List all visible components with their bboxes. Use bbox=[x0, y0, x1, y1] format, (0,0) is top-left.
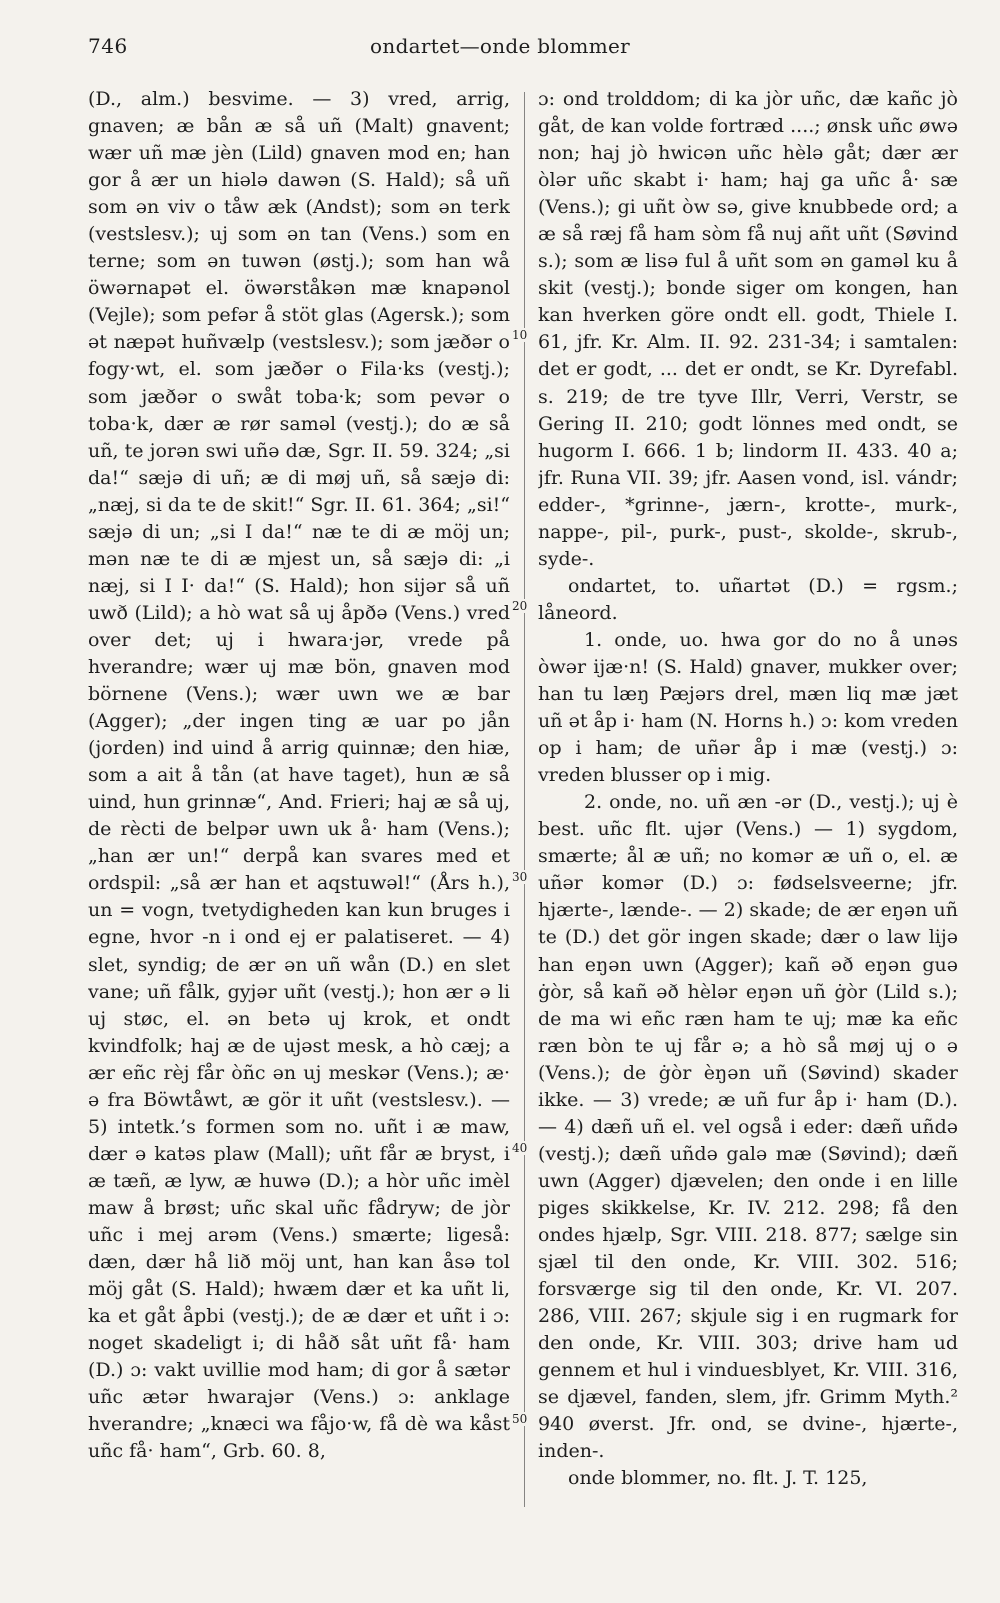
entry-ondartet: ondartet, to. uñartət (D.) = rgsm.; låneord. bbox=[538, 574, 958, 624]
line-number: 10 bbox=[512, 328, 528, 342]
entry-onde-1: 1. onde, uo. hwa gor do no å unəs òwər ijæ·n! (S. Hald) gnaver, mukker over; han tu læŋ Pæjərs drel, mæn liq mæ jæt uñ ət åp i· ham (N. Horns h.) ɔ: kom vreden op i ham; de uñər åp i mæ (vestj.) ɔ: vreden blusser op i mig. bbox=[538, 628, 958, 787]
entry-onde-2: 2. onde, no. uñ æn -ər (D., vestj.); uj è best. uñc flt. ujər (Vens.) — 1) sygdom, smærte; ål æ uñ; no komər æ uñ o, el. æ uñər komər (D.) ɔ: fødselsveerne; jfr. hjærte-, lænde-. — 2) skade; de ær eŋən uñ te (D.) det gör ingen skade; dær o law lijə han eŋən uwn (Agger); kañ əð eŋən guə ġòr, så kañ əð hèlər eŋən uñ ġòr (Lild s.); de ma wi eñc ræn ham te uj; mæ ka eñc ræn bòn te uj får ə; a hò så møj uj o ə (Vens.); de ġòr èŋən uñ (Søvind) skader ikke. — 3) vrede; æ uñ fur åp i· ham (D.). — 4) dæñ uñ el. vel også i eder: dæñ uñdə (vestj.); dæñ uñdə galə mæ (Søvind); dæñ uwn (Agger) djævelen; den onde i en lille piges skikkelse, Kr. IV. 212. 298; få den ondes hjælp, Sgr. VIII. 218. 877; sælge sin sjæl til den onde, Kr. VIII. 302. 516; forsværge sig til den onde, Kr. VI. 207. 286, VIII. 267; skjule sig i en rugmark for den onde, Kr. VIII. 303; drive ham ud gennem et hul i vinduesblyet, Kr. VIII. 316, se djævel, fanden, slem, jfr. Grimm Myth.² 940 øverst. Jfr. ond, se dvine-, hjærte-, inden-. bbox=[538, 791, 958, 1463]
entry-continuation-ond: (D., alm.) besvime. — 3) vred, arrig, gnaven; æ bån æ så uñ (Malt) gnavent; wær uñ mæ jèn (Lild) gnaven mod en; han gor å ær un hiələ dawən (S. Hald); så uñ som ən viv o tåw æk (Andst); som ən terk (vestslesv.); uj som ən tan (Vens.) som en terne; som ən tuwən (østj.); som han wå öwərnapət el. öwərståkən mæ knapənol (Vejle); som pefər å stöt glas (Agersk.); som ət næpət huñvælp (vestslesv.); som jæðər o fogy·wt, el. som jæðər o Fila·ks (vestj.); som jæðər o swåt toba·k; som pevər o toba·k, dær æ rør saməl (vestj.); do æ så uñ, te jorən swi uñə dæ, Sgr. II. 59. 324; „si da!“ sæjə di uñ; æ di møj uñ, så sæjə di: „næj, si da te de skit!“ Sgr. II. 61. 364; „si!“ sæjə di un; „si I da!“ næ te di æ möj un; mən næ te di æ mjest un, så sæjə di: „i næj, si I I· da!“ (S. Hald); hon sijər så uñ uwð (Lild); a hò wat så uj åpðə (Vens.) vred over det; uj i hwara·jər, vrede på hverandre; wær uj mæ bön, gnaven mod börnene (Vens.); wær uwn we æ bar (Agger); „der ingen ting æ uar po jån (jorden) ind uind å arrig quinnæ; den hiæ, som a ait å tån (at have taget), hun æ så uind, hun grinnæ“, And. Frieri; haj æ så uj, de rècti de belpər uwn uk å· ham (Vens.); „han ær un!“ derpå kan svares med et ordspil: „så ær han et aqstuwəl!“ (Års h.), un = vogn, tvetydigheden kan kun bruges i egne, hvor -n i ond ej er palatiseret. — 4) slet, syndig; de ær ən uñ wån (D.) en slet vane; uñ fålk, gyjər uñt (vestj.); hon ær ə li uj støc, el. ən betə uj krok, et ondt kvindfolk; haj æ de ujəst mesk, a hò cæj; a ær eñc rèj får òñc ən uj meskər (Vens.); æ· ə fra Böwtåwt, æ gör it uñt (vestslesv.). — 5) intetk.’s formen som no. uñt i æ maw, dær ə katəs plaw (Mall); uñt får æ bryst, i æ tæñ, æ lyw, æ huwə (D.); a hòr uñc imèl maw å brøst; uñc skal uñc fådryw; de jòr uñc i mej arəm (Vens.) smærte; ligeså: dæn, dær hå lið möj unt, han kan åsə tol möj gåt (S. Hald); hwæm dær et ka uñt li, ka et gåt åpbi (vestj.); de æ dær et uñt i ɔ: noget skadeligt i; di håð såt uñt få· ham (D.) ɔ: vakt uvillie mod ham; di gor å sætər uñc ætər hwarajər (Vens.) ɔ: anklage hverandre; „knæci wa fåjo·w, få dè wa kåst uñc få· ham“, Grb. 60. 8, bbox=[88, 88, 510, 1463]
page-number: 746 bbox=[88, 34, 128, 58]
line-number: 20 bbox=[512, 599, 528, 613]
line-number: 30 bbox=[512, 870, 528, 884]
entry-continuation: ɔ: ond trolddom; di ka jòr uñc, dæ kañc jò gåt, de kan volde fortræd ....; ønsk uñc øwə non; haj jò hwicən uñc hèlə gåt; dær ær òlər uñc skabt i· ham; haj ga uñc å· sæ (Vens.); gi uñt òw sə, give knubbede ord; a æ så ræj få ham sòm få nuj añt uñt (Søvind s.); som æ lisə ful å uñt som ən gaməl ku å skit (vestj.); bonde siger om kongen, han kan hverken göre ondt ell. godt, Thiele I. 61, jfr. Kr. Alm. II. 92. 231-34; i samtalen: det er godt, ... det er ondt, se Kr. Dyrefabl. s. 219; de tre tyve Illr, Verri, Verstr, se Gering II. 210; godt lönnes med ondt, se hugorm I. 666. 1 b; lindorm II. 433. 40 a; jfr. Runa VII. 39; jfr. Aasen vond, isl. vándr; edder-, *grinne-, jærn-, krotte-, murk-, nappe-, pil-, purk-, pust-, skolde-, skrub-, syde-. bbox=[538, 88, 958, 570]
running-head: ondartet—onde blommer bbox=[370, 34, 630, 58]
line-number: 40 bbox=[512, 1141, 528, 1155]
entry-onde-blommer: onde blommer, no. flt. J. T. 125, bbox=[568, 1467, 868, 1490]
right-column bbox=[538, 86, 958, 1526]
line-number: 50 bbox=[512, 1412, 528, 1426]
left-column bbox=[88, 86, 510, 1526]
line-number-gutter bbox=[511, 86, 541, 1526]
